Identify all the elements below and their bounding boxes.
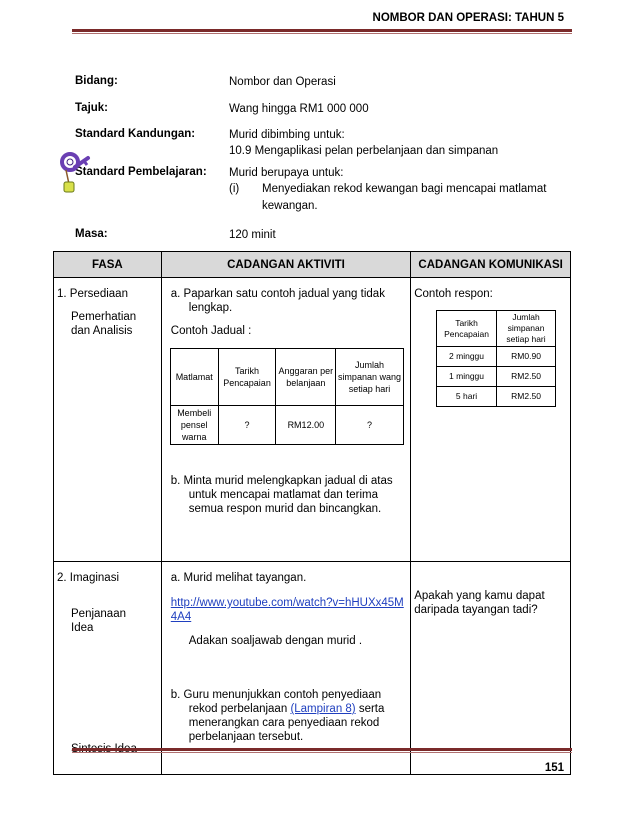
row2-act-b2-pre: rekod perbelanjaan xyxy=(188,703,291,715)
resp-cell: 5 hari xyxy=(437,387,497,407)
row1-fasa-cell xyxy=(54,278,161,561)
resp-header: Tarikh Pencapaian xyxy=(437,311,497,347)
row1-act-a2: lengkap. xyxy=(188,302,233,314)
row2-fasa-cell xyxy=(54,562,161,774)
footer-rule-thin xyxy=(72,752,572,753)
row2-fasa-title: 2. Imaginasi xyxy=(57,572,120,584)
row2-act-a-note: Adakan soaljawab dengan murid . xyxy=(188,635,363,647)
resp-header: Jumlah simpanan setiap hari xyxy=(496,311,555,347)
footer-rule xyxy=(72,748,572,751)
row2-fasa-sub2: Idea xyxy=(71,622,94,634)
row2-kom1: Apakah yang kamu dapat xyxy=(414,590,545,602)
header-fasa: FASA xyxy=(54,252,162,278)
masa-value: 120 minit xyxy=(229,229,276,241)
sp-label: Standard Pembelajaran: xyxy=(75,166,207,178)
row1-kom-title: Contoh respon: xyxy=(414,288,493,300)
row2-act-b1: b. Guru menunjukkan contoh penyediaan xyxy=(170,689,382,701)
bidang-label: Bidang: xyxy=(75,75,118,87)
row2-act-b4: perbelanjaan tersebut. xyxy=(188,731,304,743)
sk-line2: 10.9 Mengaplikasi pelan perbelanjaan dan simpanan xyxy=(229,145,499,157)
row2-act-b2-post: serta xyxy=(355,703,385,715)
inner-cell: Membeli pensel warna xyxy=(170,406,218,445)
tajuk-value: Wang hingga RM1 000 000 xyxy=(229,103,369,115)
row2-kom2: daripada tayangan tadi? xyxy=(414,604,538,616)
resp-cell: RM0.90 xyxy=(496,347,555,367)
row1-fasa-title: 1. Persediaan xyxy=(57,288,128,300)
inner-header: Tarikh Pencapaian xyxy=(218,349,276,406)
lesson-plan-table xyxy=(53,251,571,775)
contoh-respon-table xyxy=(436,310,556,407)
table-row xyxy=(54,278,571,562)
row2-fasa-sub1: Penjanaan xyxy=(71,608,126,620)
sk-label: Standard Kandungan: xyxy=(75,128,196,140)
row2-act-b3: menerangkan cara penyediaan rekod xyxy=(188,717,380,729)
resp-cell: 1 minggu xyxy=(437,367,497,387)
lampiran-8-link[interactable]: (Lampiran 8) xyxy=(290,703,356,715)
row1-aktiviti-cell xyxy=(162,278,410,561)
tajuk-label: Tajuk: xyxy=(75,102,109,114)
resp-cell: 2 minggu xyxy=(437,347,497,367)
inner-cell: RM12.00 xyxy=(276,406,336,445)
bidang-value: Nombor dan Operasi xyxy=(229,76,336,88)
sp-num: (i) xyxy=(229,183,240,195)
sp-line2: Menyediakan rekod kewangan bagi mencapai matlamat xyxy=(262,183,547,195)
sp-line1: Murid berupaya untuk: xyxy=(229,167,344,179)
key-icon xyxy=(58,150,92,194)
header-cadangan-komunikasi: CADANGAN KOMUNIKASI xyxy=(411,252,571,278)
row2-komunikasi-cell xyxy=(411,562,570,774)
inner-header: Anggaran per belanjaan xyxy=(276,349,336,406)
row1-act-b2: untuk mencapai matlamat dan terima xyxy=(188,489,378,501)
row1-act-b3: semua respon murid dan bincangkan. xyxy=(188,503,382,515)
row1-act-b1: b. Minta murid melengkapkan jadual di atas xyxy=(170,475,393,487)
inner-header: Matlamat xyxy=(170,349,218,406)
inner-cell: ? xyxy=(336,406,404,445)
inner-cell: ? xyxy=(218,406,276,445)
page-number: 151 xyxy=(544,762,564,774)
row1-fasa-sub1: Pemerhatian xyxy=(71,311,137,323)
resp-cell: RM2.50 xyxy=(496,387,555,407)
row2-act-a: a. Murid melihat tayangan. xyxy=(170,572,307,584)
row1-act-a1: a. Paparkan satu contoh jadual yang tidak xyxy=(170,288,385,300)
row1-komunikasi-cell xyxy=(411,278,570,561)
table-row xyxy=(54,562,571,775)
header-rule xyxy=(72,29,572,32)
youtube-link[interactable]: http://www.youtube.com/watch?v=hHUXx45M xyxy=(170,597,404,609)
page-header-title: NOMBOR DAN OPERASI: TAHUN 5 xyxy=(372,12,564,24)
contoh-jadual-table xyxy=(170,348,404,445)
row2-act-b2 xyxy=(189,702,411,716)
masa-label: Masa: xyxy=(75,228,108,240)
sk-line1: Murid dibimbing untuk: xyxy=(229,129,345,141)
header-cadangan-aktiviti: CADANGAN AKTIVITI xyxy=(161,252,410,278)
youtube-link-cont[interactable]: 4A4 xyxy=(170,611,192,623)
resp-cell: RM2.50 xyxy=(496,367,555,387)
header-rule-thin xyxy=(72,33,572,34)
row1-contoh-label: Contoh Jadual : xyxy=(170,325,252,337)
row2-aktiviti-cell xyxy=(162,562,410,774)
row1-fasa-sub2: dan Analisis xyxy=(71,325,133,337)
inner-header: Jumlah simpanan wang setiap hari xyxy=(336,349,404,406)
sp-line3: kewangan. xyxy=(262,200,318,212)
